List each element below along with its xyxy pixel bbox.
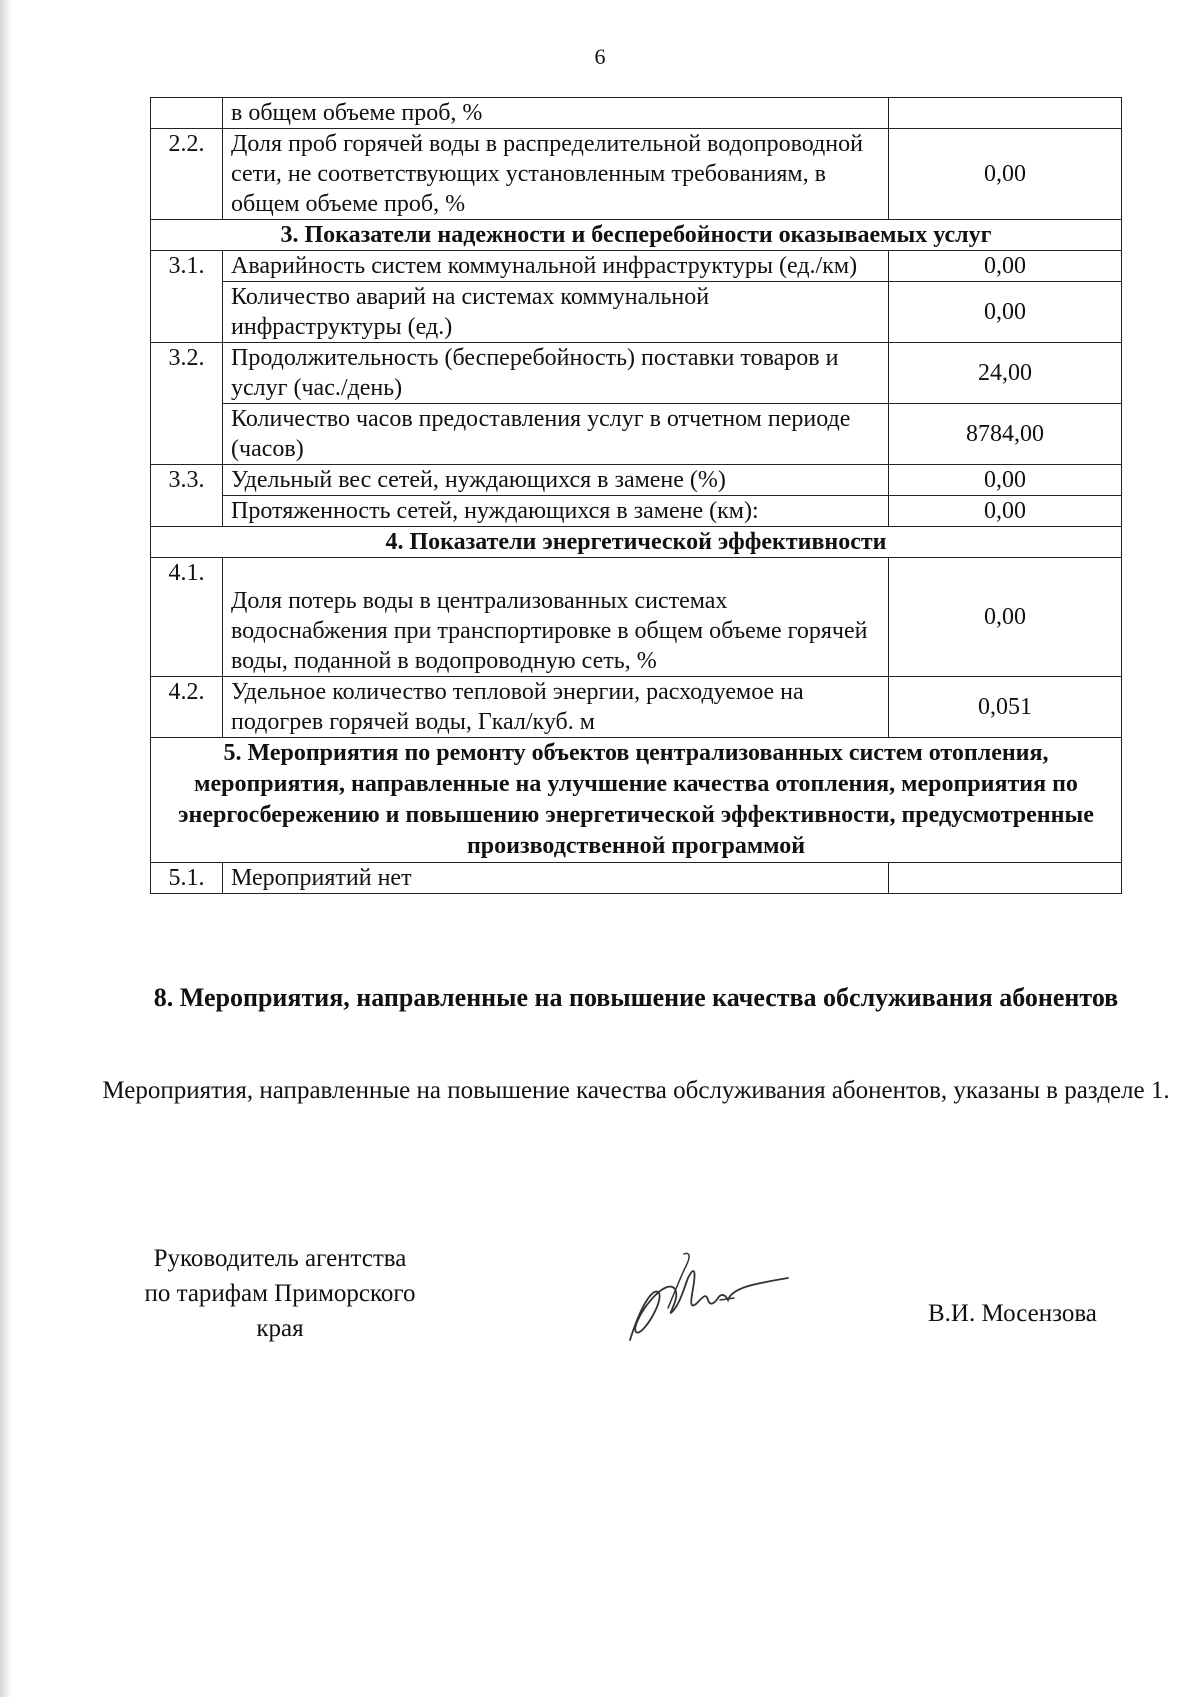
indicator-description: Продолжительность (бесперебойность) поставки товаров и услуг (час./день) [223, 343, 889, 404]
row-number-cell: 3.3. [151, 465, 223, 527]
signer-position: Руководитель агентства по тарифам Приморского края [144, 1245, 416, 1342]
table-row [151, 129, 1122, 220]
table-row [151, 496, 1122, 527]
indicator-value [889, 863, 1122, 894]
section-5-title: 5. Мероприятия по ремонту объектов централизованных систем отопления, мероприятия, направленные на улучшение качества отопления, мероприятия по энергосбережению и повышению энергетической эффективности, предусмотренные производственной программой [151, 738, 1122, 863]
indicator-description: Аварийность систем коммунальной инфраструктуры (ед./км) [223, 251, 889, 282]
row-number-cell: 2.2. [151, 129, 223, 220]
section-header-row [151, 738, 1122, 863]
section-8-title: 8. Мероприятия, направленные на повышение качества обслуживания абонентов [153, 983, 1119, 1012]
scan-edge-shadow [0, 0, 12, 1697]
table-row [151, 282, 1122, 343]
row-number-cell: 4.2. [151, 677, 223, 738]
page-number: 6 [594, 44, 606, 69]
table-row [151, 558, 1122, 677]
indicator-description: Мероприятий нет [223, 863, 889, 894]
indicator-value: 0,00 [889, 465, 1122, 496]
indicator-description: Удельное количество тепловой энергии, расходуемое на подогрев горячей воды, Гкал/куб. м [223, 677, 889, 738]
indicator-description: Количество часов предоставления услуг в отчетном периоде (часов) [223, 404, 889, 465]
row-number-cell: 3.1. [151, 251, 223, 343]
row-number-cell: 5.1. [151, 863, 223, 894]
indicator-value: 24,00 [889, 343, 1122, 404]
indicator-value: 0,00 [889, 558, 1122, 677]
signer-name: В.И. Мосензова [928, 1300, 1097, 1327]
indicator-description: Доля потерь воды в централизованных системах водоснабжения при транспортировке в общем объеме горячей воды, поданной в водопроводную сеть, % [223, 558, 889, 677]
row-number-cell: 4.1. [151, 558, 223, 677]
handwritten-signature-image [622, 1248, 792, 1348]
section-3-title: 3. Показатели надежности и бесперебойности оказываемых услуг [151, 220, 1122, 251]
section-4-title: 4. Показатели энергетической эффективности [151, 527, 1122, 558]
indicators-table [150, 97, 1122, 894]
indicator-description: Количество аварий на системах коммунальной инфраструктуры (ед.) [223, 282, 889, 343]
indicator-description: Удельный вес сетей, нуждающихся в замене (%) [223, 465, 889, 496]
indicator-value: 0,00 [889, 496, 1122, 527]
indicator-description: Протяженность сетей, нуждающихся в замене (км): [223, 496, 889, 527]
indicator-value: 0,051 [889, 677, 1122, 738]
table-row [151, 677, 1122, 738]
indicator-value [889, 98, 1122, 129]
table-row [151, 465, 1122, 496]
row-number-cell [151, 98, 223, 129]
table-row [151, 404, 1122, 465]
indicator-description: в общем объеме проб, % [223, 98, 889, 129]
table-row [151, 863, 1122, 894]
indicator-description: Доля проб горячей воды в распределительной водопроводной сети, не соответствующих установленным требованиям, в общем объеме проб, % [223, 129, 889, 220]
table-row [151, 98, 1122, 129]
indicator-value: 0,00 [889, 129, 1122, 220]
indicator-value: 8784,00 [889, 404, 1122, 465]
table-row [151, 343, 1122, 404]
section-header-row [151, 527, 1122, 558]
row-number-cell: 3.2. [151, 343, 223, 465]
section-header-row [151, 220, 1122, 251]
indicator-value: 0,00 [889, 282, 1122, 343]
indicator-value: 0,00 [889, 251, 1122, 282]
table-row [151, 251, 1122, 282]
section-8-text: Мероприятия, направленные на повышение качества обслуживания абонентов, указаны в разделе 1. [102, 1077, 1170, 1104]
